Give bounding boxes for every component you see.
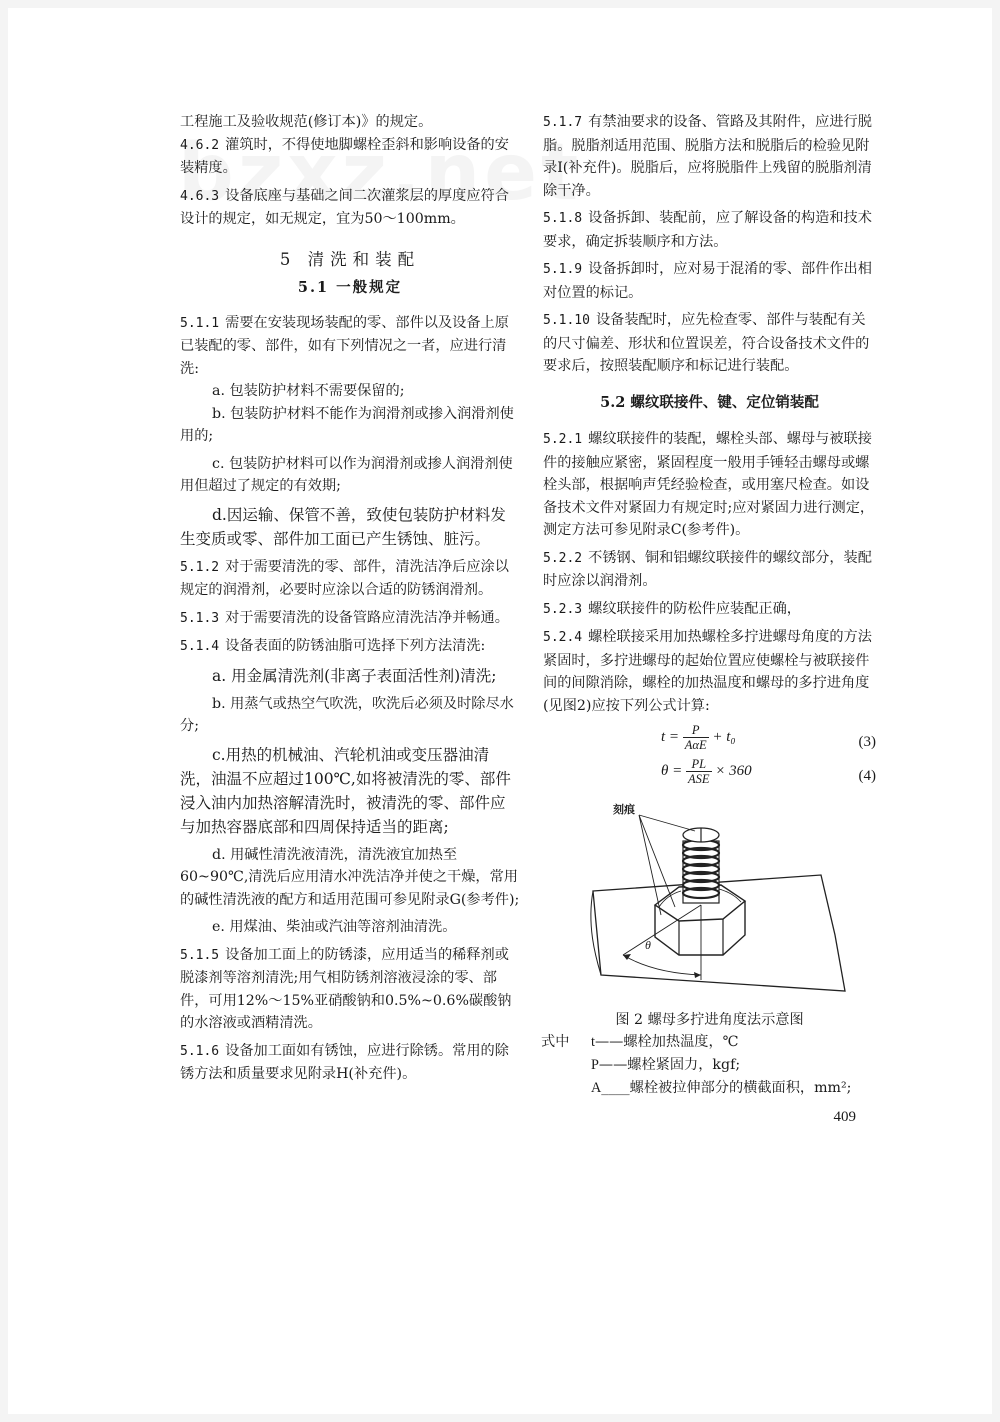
list-item: a. 用金属清洗剂(非离子表面活性剂)清洗; [212, 666, 497, 685]
list-item: d. 用碱性清洗液清洗，清洗液宜加热至60~90℃,清洗后应用清水冲洗洁净并使之干燥，常用的碱性清洗液的配方和适用范围可参见附录G(参考件); [180, 846, 520, 908]
section-heading-5-2: 5.2 螺纹联接件、键、定位销装配 [600, 393, 819, 411]
clause-5-1-4: 5.1.4 设备表面的防锈油脂可选择下列方法清洗: [180, 638, 486, 654]
clause-4-6-3: 4.6.3 设备底座与基础之间二次灌浆层的厚度应符合设计的规定，如无规定，宜为50～100mm。 [180, 187, 509, 227]
score-label: 刻痕 [613, 803, 635, 816]
angle-label: θ [645, 938, 651, 952]
list-item: d.因运输、保管不善，致使包装防护材料发生变质或零、部件加工面已产生锈蚀、脏污。 [180, 505, 506, 548]
section-heading-5-1: 5.1 一般规定 [297, 279, 403, 296]
document-page [8, 8, 992, 1414]
list-item: c. 包装防护材料可以作为润滑剂或掺人润滑剂使用但超过了规定的有效期; [180, 455, 513, 494]
clause-5-2-4: 5.2.4 螺栓联接采用加热螺栓多拧进螺母角度的方法紧固时，多拧进螺母的起始位置应使螺栓与被联接件间的间隙消除，螺栓的加热温度和螺母的多拧进角度(见图2)应按下列公式计算: [543, 629, 872, 714]
figure-caption: 图 2 螺母多拧进角度法示意图 [615, 1011, 804, 1028]
right-column [543, 111, 876, 1129]
list-item: a. 包装防护材料不需要保留的; [212, 383, 405, 399]
nut-side [655, 901, 745, 955]
list-item: c.用热的机械油、汽轮机油或变压器油清洗，油温不应超过100℃,如将被清洗的零、部件浸入油内加热溶解清洗时，被清洗的零、部件应与加热容器底部和四周保持适当的距离; [180, 745, 511, 836]
definition-row: 式中 t——螺栓加热温度，℃ [541, 1034, 739, 1050]
clause-5-1-8: 5.1.8 设备拆卸、装配前，应了解设备的构造和技术要求，确定拆装顺序和方法。 [543, 210, 872, 250]
clause-4-6-2: 4.6.2 灌筑时，不得使地脚螺栓歪斜和影响设备的安装精度。 [180, 136, 509, 176]
definition-row: A____螺栓被拉伸部分的横截面积，mm²; [591, 1080, 852, 1096]
left-column [180, 111, 520, 1086]
paragraph: 工程施工及验收规范(修订本)》的规定。 [180, 114, 433, 130]
clause-5-1-7: 5.1.7 有禁油要求的设备、管路及其附件，应进行脱脂。脱脂剂适用范围、脱脂方法和脱脂后的检验见附录I(补充件)。脱脂后，应将脱脂件上残留的脱脂剂清除干净。 [543, 114, 872, 199]
clause-5-1-5: 5.1.5 设备加工面上的防锈漆，应用适当的稀释剂或脱漆剂等溶剂清洗;用气相防锈剂溶液浸涂的零、部件，可用12%～15%亚硝酸钠和0.5%~0.6%碳酸钠的水溶液或酒精清洗。 [180, 946, 512, 1031]
equation-4: θ = $\frac{PL}{\text{ASE}}$ × 360 (4) [661, 757, 876, 786]
bolt-nut-diagram [583, 795, 853, 995]
clause-5-2-1: 5.2.1 螺纹联接件的装配，螺栓头部、螺母与被联接件的接触应紧密，紧固程度一般用手锤轻击螺母或螺栓头部，根据响声凭经验检查，或用塞尺检查。如设备技术文件对紧固力有规定时;应对紧固力进行测定，测定方法可参见附录C(参考件)。 [543, 431, 875, 538]
equation-3: t = $\frac{P}{\text{AαE}}$ + t₀ (3) [661, 723, 876, 752]
clause-5-1-1: 5.1.1 需要在安装现场装配的零、部件以及设备上原已装配的零、部件，如有下列情况之一者，应进行清洗: [180, 314, 509, 377]
variable-definitions [541, 1031, 876, 1100]
page-number: 409 [833, 1109, 856, 1125]
clause-5-1-2: 5.1.2 对于需要清洗的零、部件，清洗洁净后应涂以规定的润滑剂，必要时应涂以合适的防锈润滑剂。 [180, 558, 509, 598]
clause-5-2-3: 5.2.3 螺纹联接件的防松件应装配正确， [543, 600, 801, 617]
equation-number: (4) [858, 768, 876, 784]
list-item: e. 用煤油、柴油或汽油等溶剂油清洗。 [212, 919, 457, 935]
clause-5-2-2: 5.2.2 不锈钢、铜和铝螺纹联接件的螺纹部分，装配时应涂以润滑剂。 [543, 549, 872, 589]
definition-row: P——螺栓紧固力，kgf; [591, 1057, 741, 1073]
list-item: b. 包装防护材料不能作为润滑剂或掺入润滑剂使用的; [180, 405, 514, 444]
clause-5-1-9: 5.1.9 设备拆卸时，应对易于混淆的零、部件作出相对位置的标记。 [543, 261, 872, 301]
clause-5-1-3: 5.1.3 对于需要清洗的设备管路应清洗洁净并畅通。 [180, 609, 509, 626]
clause-5-1-10: 5.1.10 设备装配时，应先检查零、部件与装配有关的尺寸偏差、形状和位置误差，符合设备技术文件的要求后，按照装配顺序和标记进行装配。 [543, 312, 870, 374]
angle-arc [623, 955, 701, 975]
clause-5-1-6: 5.1.6 设备加工面如有锈蚀，应进行除锈。常用的除锈方法和质量要求见附录H(补充件)。 [180, 1042, 509, 1082]
section-heading-5: 5 清洗和装配 [279, 249, 421, 269]
equation-number: (3) [858, 734, 876, 750]
list-item: b. 用蒸气或热空气吹洗，吹洗后必须及时除尽水分; [180, 695, 514, 734]
figure-2 [583, 795, 876, 1003]
